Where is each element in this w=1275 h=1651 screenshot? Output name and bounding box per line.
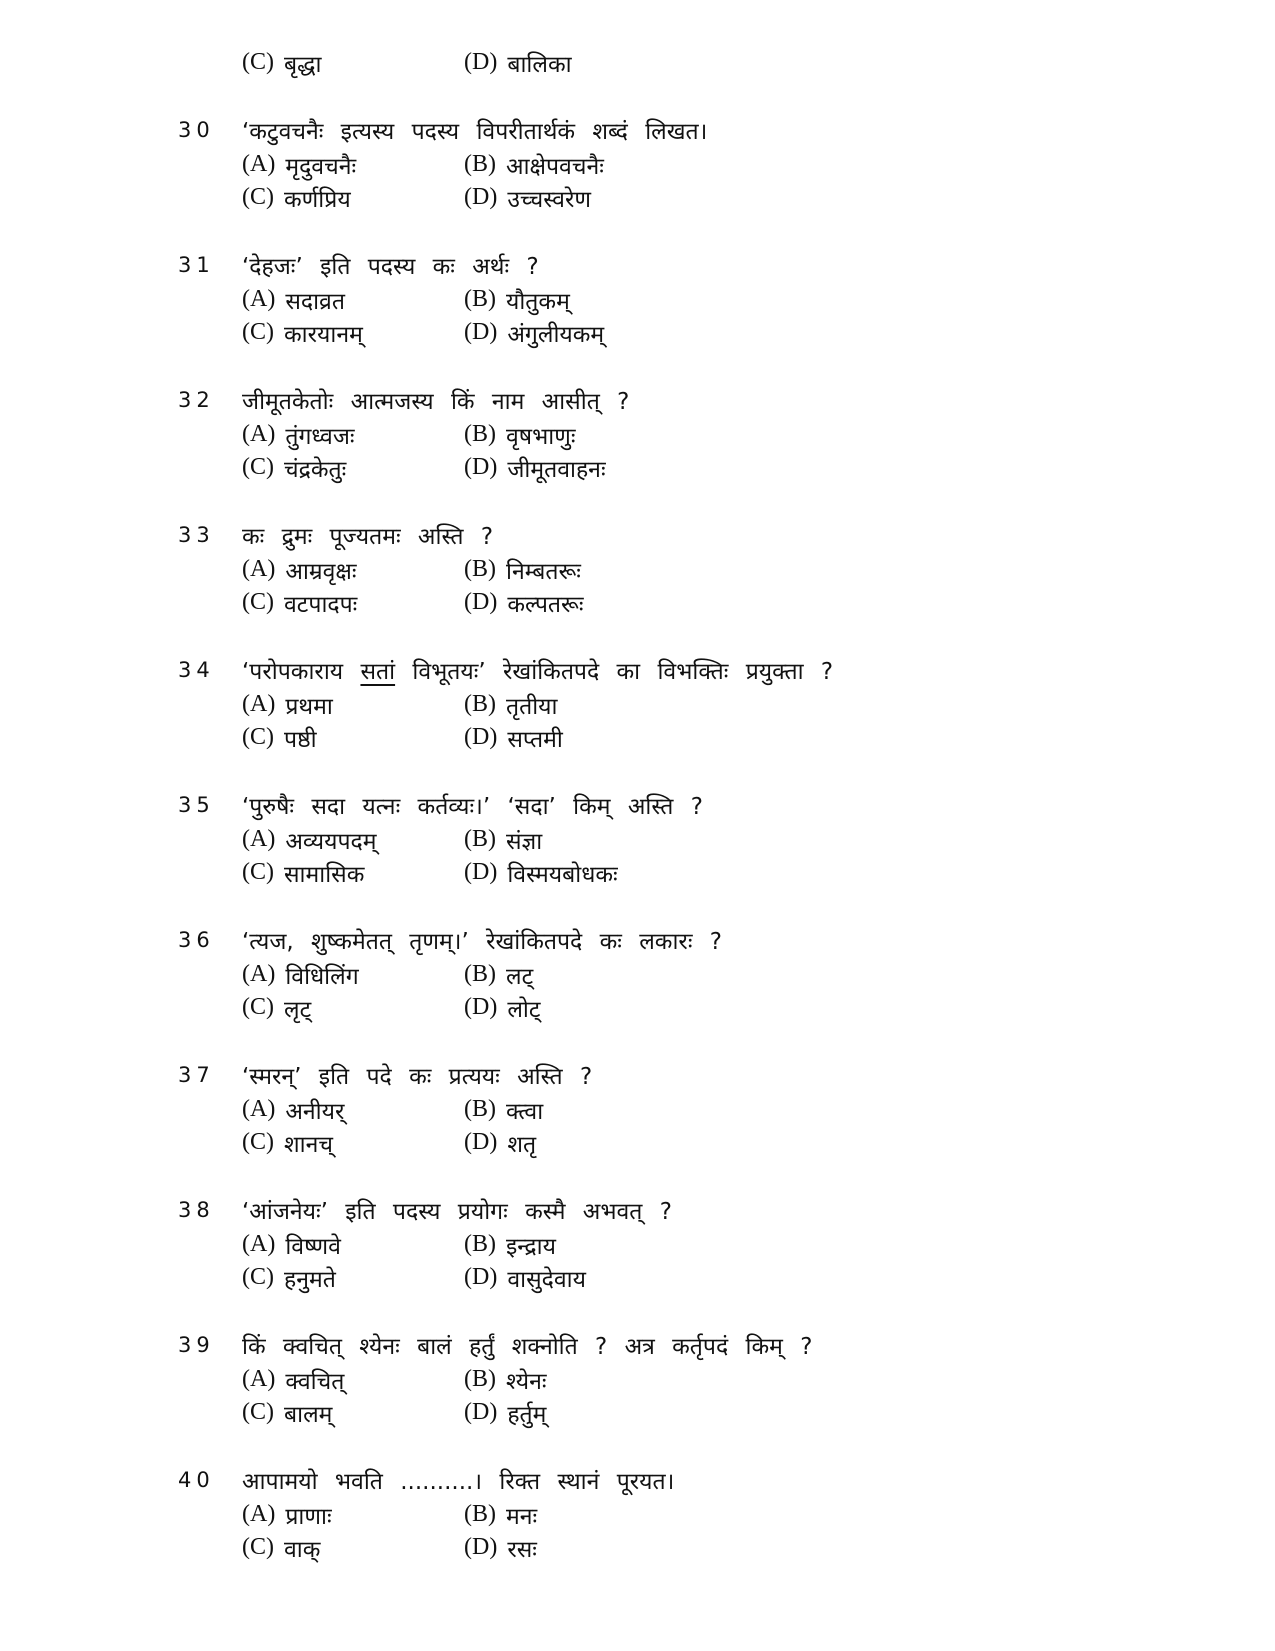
option-letter: (A) (242, 691, 276, 717)
option-letter: (B) (464, 1501, 496, 1527)
option-b (464, 419, 575, 451)
option-letter: (D) (464, 589, 498, 615)
question-line (178, 517, 1238, 553)
option-row (242, 181, 1238, 214)
question-text (242, 519, 493, 551)
question-text-part: ‘त्यज, शुष्कमेतत् तृणम्।’ रेखांकितपदे कः लकारः ? (242, 929, 722, 955)
option-b (464, 554, 581, 586)
question-text-part: ‘परोपकाराय (242, 659, 361, 685)
options (242, 1228, 1238, 1294)
option-letter: (C) (242, 1399, 274, 1425)
question-text (242, 789, 703, 821)
option-letter: (A) (242, 1366, 276, 1392)
option-letter: (D) (464, 319, 498, 345)
option-letter: (C) (242, 1129, 274, 1155)
option-row (242, 1126, 1238, 1159)
option-letter: (C) (242, 319, 274, 345)
options (242, 1498, 1238, 1564)
question-text (242, 1464, 674, 1496)
option-c (242, 722, 464, 754)
option-b (464, 824, 542, 856)
option-b (464, 689, 557, 721)
question-line (178, 247, 1238, 283)
options (242, 823, 1238, 889)
question-line (178, 652, 1238, 688)
option-text: वृषभाणुः (506, 423, 576, 450)
option-c (242, 857, 464, 889)
option-row (242, 1363, 1238, 1396)
previous-question-options (242, 46, 572, 79)
question-35 (178, 787, 1238, 922)
question-number: 40 (178, 1468, 215, 1492)
option-d (464, 857, 618, 889)
option-letter: (B) (464, 151, 496, 177)
option-letter: (B) (464, 691, 496, 717)
option-letter: (C) (242, 589, 274, 615)
question-number: 37 (178, 1063, 215, 1087)
option-letter: (C) (242, 859, 274, 885)
question-number: 31 (178, 253, 215, 277)
option-text: इन्द्राय (506, 1233, 556, 1260)
option-letter: (D) (464, 1129, 498, 1155)
question-number: 30 (178, 118, 215, 142)
option-letter: (D) (464, 1534, 498, 1560)
option-text: चंद्रकेतुः (284, 456, 347, 483)
question-line (178, 112, 1238, 148)
option-letter: (C) (242, 454, 274, 480)
question-number: 38 (178, 1198, 215, 1222)
options (242, 283, 1238, 349)
question-text (242, 114, 707, 146)
option-row (242, 451, 1238, 484)
option-text: वाक् (284, 1536, 321, 1563)
option-letter: (D) (464, 1399, 498, 1425)
option-text: क्त्वा (506, 1098, 544, 1125)
option-text: अंगुलीयकम् (507, 321, 605, 348)
option-text: तुंगध्वजः (285, 423, 355, 450)
option-a (242, 419, 464, 451)
option-a (242, 824, 464, 856)
option-letter: (A) (242, 556, 276, 582)
option-c (242, 1262, 464, 1294)
question-number: 39 (178, 1333, 215, 1357)
option-text: प्रथमा (285, 693, 333, 720)
option-a (242, 1229, 464, 1261)
question-number: 34 (178, 658, 215, 682)
option-a (242, 554, 464, 586)
question-39 (178, 1327, 1238, 1462)
option-text: कल्पतरूः (507, 591, 584, 618)
option-text: पष्ठी (284, 726, 317, 753)
question-text (242, 1329, 812, 1361)
option-row (242, 1093, 1238, 1126)
option-a (242, 284, 464, 316)
option-a (242, 1499, 464, 1531)
question-number: 32 (178, 388, 215, 412)
option-b (464, 1094, 543, 1126)
option-text: लट् (506, 963, 534, 990)
option-c (242, 1397, 464, 1429)
option-letter: (A) (242, 151, 276, 177)
option-text: उच्चस्वरेण (507, 186, 591, 213)
option-b (464, 149, 604, 181)
option-row (242, 1396, 1238, 1429)
option-letter: (D) (464, 724, 498, 750)
question-34 (178, 652, 1238, 787)
question-text-part: कः द्रुमः पूज्यतमः अस्ति ? (242, 524, 494, 550)
option-c (242, 587, 464, 619)
question-line (178, 922, 1238, 958)
option-text: लोट् (507, 996, 541, 1023)
options (242, 418, 1238, 484)
question-31 (178, 247, 1238, 382)
option-letter: (A) (242, 1096, 276, 1122)
option-row (242, 1261, 1238, 1294)
option-row (242, 148, 1238, 181)
option-text: सामासिक (284, 861, 365, 888)
option-c (242, 452, 464, 484)
option-text: विधिलिंग (285, 963, 359, 990)
question-line (178, 1057, 1238, 1093)
option-text: वटपादपः (284, 591, 358, 618)
option-a (242, 959, 464, 991)
option-text: आम्रवृक्षः (285, 558, 357, 585)
question-line (178, 787, 1238, 823)
question-38 (178, 1192, 1238, 1327)
option-d (464, 452, 606, 484)
option-row (242, 1228, 1238, 1261)
options (242, 148, 1238, 214)
option-letter: (A) (242, 1231, 276, 1257)
options (242, 958, 1238, 1024)
option-letter: (A) (242, 286, 276, 312)
option-row (242, 1531, 1238, 1564)
options (242, 688, 1238, 754)
option-c (242, 47, 464, 79)
option-d (464, 992, 540, 1024)
option-letter: (D) (464, 454, 498, 480)
option-row (242, 283, 1238, 316)
option-text: हर्तुम् (507, 1401, 547, 1428)
option-text: विस्मयबोधकः (507, 861, 618, 888)
option-a (242, 1364, 464, 1396)
question-number: 35 (178, 793, 215, 817)
option-text: बृद्धा (284, 51, 322, 78)
option-c (242, 317, 464, 349)
option-row (242, 316, 1238, 349)
option-text: जीमूतवाहनः (507, 456, 606, 483)
option-d (464, 722, 563, 754)
option-text: यौतुकम् (506, 288, 570, 315)
option-b (464, 959, 533, 991)
option-letter: (B) (464, 1096, 496, 1122)
question-text (242, 924, 722, 956)
option-letter: (D) (464, 859, 498, 885)
option-d (464, 182, 591, 214)
option-row (242, 1498, 1238, 1531)
question-text-part: ‘आंजनेयः’ इति पदस्य प्रयोगः कस्मै अभवत् ? (242, 1199, 672, 1225)
option-row (242, 823, 1238, 856)
option-row (242, 46, 572, 79)
option-text: बालम् (284, 1401, 333, 1428)
option-letter: (B) (464, 961, 496, 987)
option-letter: (D) (464, 49, 498, 75)
option-b (464, 1364, 547, 1396)
option-letter: (C) (242, 49, 274, 75)
question-33 (178, 517, 1238, 652)
question-text (242, 384, 629, 416)
option-text: मृदुवचनैः (285, 153, 357, 180)
question-30 (178, 112, 1238, 247)
options (242, 553, 1238, 619)
option-letter: (B) (464, 1366, 496, 1392)
question-text-part: विभूतयः’ रेखांकितपदे का विभक्तिः प्रयुक्ता ? (395, 659, 834, 685)
option-b (464, 1229, 556, 1261)
option-b (464, 284, 570, 316)
option-d (464, 587, 584, 619)
option-d (464, 1397, 546, 1429)
option-text: सदाव्रत (285, 288, 345, 315)
option-text: अनीयर् (285, 1098, 345, 1125)
option-a (242, 689, 464, 721)
option-letter: (A) (242, 826, 276, 852)
option-letter: (C) (242, 724, 274, 750)
option-text: कारयानम् (284, 321, 363, 348)
option-text: कर्णप्रिय (284, 186, 351, 213)
question-text-part: ‘देहजः’ इति पदस्य कः अर्थः ? (242, 254, 539, 280)
question-40 (178, 1462, 1238, 1597)
option-text: बालिका (507, 51, 572, 78)
option-text: प्राणाः (285, 1503, 332, 1530)
option-text: हनुमते (284, 1266, 336, 1293)
option-letter: (B) (464, 556, 496, 582)
option-d (464, 317, 604, 349)
option-text: वासुदेवाय (507, 1266, 586, 1293)
option-text: लृट् (284, 996, 312, 1023)
option-row (242, 991, 1238, 1024)
option-row (242, 856, 1238, 889)
option-letter: (D) (464, 994, 498, 1020)
option-letter: (C) (242, 1264, 274, 1290)
option-text: आक्षेपवचनैः (506, 153, 604, 180)
question-line (178, 1192, 1238, 1228)
option-d (464, 1262, 586, 1294)
option-text: संज्ञा (506, 828, 543, 855)
option-c (242, 1532, 464, 1564)
question-32 (178, 382, 1238, 517)
option-c (242, 182, 464, 214)
question-line (178, 1462, 1238, 1498)
option-d (464, 1127, 536, 1159)
question-line (178, 382, 1238, 418)
option-d (464, 47, 572, 79)
option-row (242, 958, 1238, 991)
option-letter: (B) (464, 421, 496, 447)
option-text: शतृ (507, 1131, 537, 1158)
options (242, 1093, 1238, 1159)
question-text-part: ‘पुरुषैः सदा यत्नः कर्तव्यः।’ ‘सदा’ किम् अस्ति ? (242, 794, 703, 820)
underlined-word: सतां (360, 659, 396, 685)
option-d (464, 1532, 537, 1564)
question-37 (178, 1057, 1238, 1192)
question-text (242, 249, 539, 281)
option-text: क्वचित् (285, 1368, 345, 1395)
option-letter: (D) (464, 184, 498, 210)
option-letter: (D) (464, 1264, 498, 1290)
option-text: सप्तमी (507, 726, 563, 753)
option-text: निम्बतरूः (506, 558, 581, 585)
question-line (178, 1327, 1238, 1363)
question-36 (178, 922, 1238, 1057)
option-letter: (C) (242, 184, 274, 210)
question-text-part: ‘स्मरन्’ इति पदे कः प्रत्ययः अस्ति ? (242, 1064, 593, 1090)
option-text: रसः (507, 1536, 537, 1563)
question-text-part: किं क्वचित् श्येनः बालं हर्तुं शक्नोति ? अत्र कर्तृपदं किम् ? (242, 1334, 813, 1360)
option-a (242, 149, 464, 181)
option-row (242, 553, 1238, 586)
option-text: श्येनः (506, 1368, 547, 1395)
option-row (242, 586, 1238, 619)
option-row (242, 721, 1238, 754)
question-list (178, 112, 1238, 1597)
option-letter: (B) (464, 1231, 496, 1257)
question-text-part: जीमूतकेतोः आत्मजस्य किं नाम आसीत् ? (242, 389, 630, 415)
option-c (242, 992, 464, 1024)
question-text (242, 654, 833, 686)
option-row (242, 418, 1238, 451)
option-letter: (A) (242, 961, 276, 987)
option-text: तृतीया (506, 693, 558, 720)
option-text: मनः (506, 1503, 538, 1530)
question-number: 36 (178, 928, 215, 952)
option-row (242, 688, 1238, 721)
option-text: विष्णवे (285, 1233, 341, 1260)
options (242, 1363, 1238, 1429)
option-text: शानच् (284, 1131, 333, 1158)
question-text-part: ‘कटुवचनैः इत्यस्य पदस्य विपरीतार्थकं शब्दं लिखत। (242, 119, 708, 145)
option-b (464, 1499, 537, 1531)
option-letter: (A) (242, 1501, 276, 1527)
option-letter: (B) (464, 286, 496, 312)
option-c (242, 1127, 464, 1159)
question-text-part: आपामयो भवति ..........। रिक्त स्थानं पूरयत। (242, 1469, 675, 1495)
question-number: 33 (178, 523, 215, 547)
option-letter: (C) (242, 1534, 274, 1560)
question-text (242, 1059, 592, 1091)
option-letter: (A) (242, 421, 276, 447)
option-letter: (B) (464, 826, 496, 852)
option-a (242, 1094, 464, 1126)
option-letter: (C) (242, 994, 274, 1020)
option-text: अव्ययपदम् (285, 828, 377, 855)
question-text (242, 1194, 672, 1226)
